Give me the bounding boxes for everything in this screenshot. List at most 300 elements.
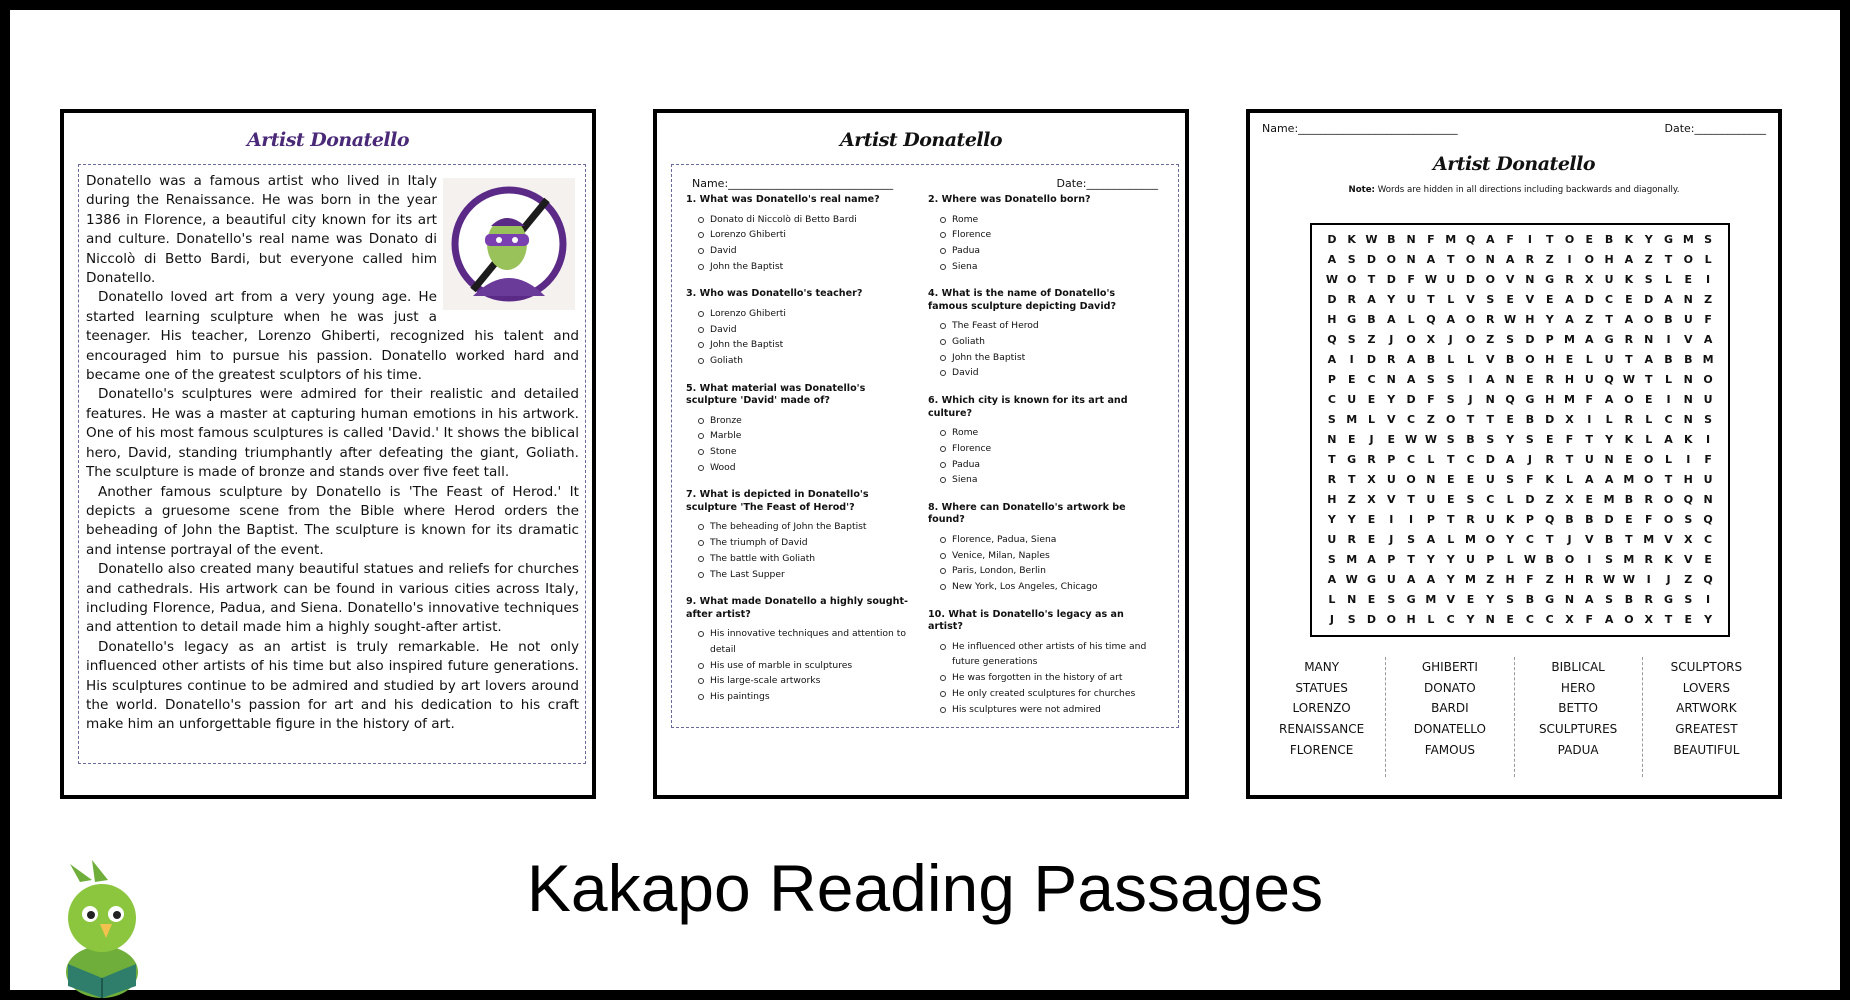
grid-letter: E xyxy=(1625,293,1633,306)
answer-option[interactable]: Rome xyxy=(940,212,1158,228)
grid-letter: E xyxy=(1367,513,1376,526)
grid-letter: G xyxy=(1663,233,1673,246)
grid-letter: A xyxy=(1426,533,1436,546)
passage-paragraph: Donatello's legacy as an artist is truly remarkable. He not only influenced other artists of his time but also inspired future generations. His sculptures continue to be admired and studied by art lovers around the world. Donatello's passion for art and his dedication to his craft make him an unforgettable figure in the history of art. xyxy=(86,638,579,733)
grid-letter: N xyxy=(1644,333,1654,346)
grid-letter: A xyxy=(1703,333,1713,346)
grid-letter: R xyxy=(1644,593,1653,606)
answer-option[interactable]: His sculptures were not admired xyxy=(940,702,1158,718)
answer-option[interactable]: New York, Los Angeles, Chicago xyxy=(940,579,1158,595)
grid-letter: F xyxy=(1585,393,1594,406)
grid-letter: A xyxy=(1327,353,1337,366)
grid-letter: K xyxy=(1664,553,1673,566)
word-list-item: HERO xyxy=(1560,680,1596,695)
grid-letter: B xyxy=(1664,353,1673,366)
grid-letter: A xyxy=(1585,473,1594,486)
grid-letter: C xyxy=(1605,293,1614,306)
reading-passage-page xyxy=(60,109,596,799)
grid-letter: S xyxy=(1426,373,1435,386)
grid-letter: V xyxy=(1664,533,1673,546)
grid-letter: A xyxy=(1406,573,1416,586)
grid-letter: I xyxy=(1686,453,1691,466)
grid-letter: Y xyxy=(1605,433,1614,446)
grid-letter: A xyxy=(1367,293,1376,306)
grid-letter: I xyxy=(1706,273,1711,286)
grid-letter: K xyxy=(1347,233,1356,246)
grid-letter: E xyxy=(1446,473,1455,486)
grid-letter: L xyxy=(1407,313,1415,326)
grid-letter: S xyxy=(1347,253,1356,266)
answer-option[interactable]: John the Baptist xyxy=(698,259,916,275)
grid-letter: U xyxy=(1604,273,1614,286)
question-text: 7. What is depicted in Donatello's sculpture 'The Feast of Herod'? xyxy=(686,489,869,513)
grid-letter: T xyxy=(1625,353,1633,366)
grid-letter: F xyxy=(1565,433,1574,446)
grid-letter: E xyxy=(1545,433,1554,446)
grid-letter: O xyxy=(1644,473,1654,486)
word-list-item: SCULPTURES xyxy=(1538,722,1618,737)
grid-letter: T xyxy=(1446,453,1455,466)
grid-letter: O xyxy=(1644,453,1654,466)
grid-letter: K xyxy=(1684,433,1693,446)
grid-letter: S xyxy=(1506,593,1515,606)
grid-letter: M xyxy=(1623,553,1635,566)
grid-letter: Y xyxy=(1347,513,1356,526)
grid-letter: J xyxy=(1468,393,1473,406)
answer-options xyxy=(928,639,1158,718)
grid-letter: Z xyxy=(1347,493,1356,506)
name-label: Name:______________________________ xyxy=(692,177,894,190)
grid-letter: L xyxy=(1328,593,1336,606)
grid-letter: H xyxy=(1327,313,1337,326)
grid-letter: D xyxy=(1644,293,1654,306)
answer-option[interactable]: The Feast of Herod xyxy=(940,318,1158,334)
grid-letter: E xyxy=(1625,513,1633,526)
grid-letter: R xyxy=(1387,353,1396,366)
grid-letter: E xyxy=(1367,533,1376,546)
grid-letter: Y xyxy=(1466,613,1475,626)
answer-option[interactable]: John the Baptist xyxy=(940,350,1158,366)
grid-letter: M xyxy=(1643,533,1655,546)
answer-option[interactable]: Rome xyxy=(940,425,1158,441)
grid-letter: F xyxy=(1526,573,1534,586)
grid-letter: G xyxy=(1604,333,1614,346)
grid-letter: I xyxy=(1389,513,1394,526)
answer-option[interactable]: The triumph of David xyxy=(698,535,916,551)
word-list-item: RENAISSANCE xyxy=(1279,722,1365,737)
grid-letter: R xyxy=(1466,513,1475,526)
answer-option[interactable]: Siena xyxy=(940,472,1158,488)
question-text: 9. What made Donatello a highly sought-after artist? xyxy=(686,596,909,620)
grid-letter: U xyxy=(1347,393,1357,406)
grid-letter: K xyxy=(1624,273,1634,286)
grid-letter: D xyxy=(1366,353,1377,366)
grid-letter: Z xyxy=(1545,573,1554,586)
grid-letter: H xyxy=(1564,373,1575,386)
grid-letter: S xyxy=(1446,393,1455,406)
grid-letter: Z xyxy=(1486,333,1495,346)
answer-option[interactable]: His innovative techniques and attention to detail xyxy=(698,626,916,657)
answer-option[interactable]: Lorenzo Ghiberti xyxy=(698,227,916,243)
answer-option[interactable]: Padua xyxy=(940,243,1158,259)
grid-letter: S xyxy=(1605,593,1614,606)
grid-letter: A xyxy=(1327,573,1337,586)
grid-letter: T xyxy=(1446,513,1455,526)
answer-option[interactable]: Padua xyxy=(940,457,1158,473)
answer-option[interactable]: Marble xyxy=(698,428,916,444)
answer-option[interactable]: Bronze xyxy=(698,413,916,429)
grid-letter: M xyxy=(1702,353,1714,366)
grid-letter: I xyxy=(1587,553,1592,566)
answer-option[interactable]: Florence xyxy=(940,441,1158,457)
answer-option[interactable]: Siena xyxy=(940,259,1158,275)
word-list-item: GHIBERTI xyxy=(1421,660,1478,674)
grid-letter: Z xyxy=(1545,253,1554,266)
grid-letter: V xyxy=(1505,273,1515,286)
grid-letter: G xyxy=(1406,593,1416,606)
grid-letter: A xyxy=(1664,293,1673,306)
grid-letter: C xyxy=(1446,613,1455,626)
passage-paragraph: Another famous sculpture by Donatello is 'The Feast of Herod.' It depicts a gruesome scene from the Bible where Herod orders the beheading of John the Baptist. The sculpture is known for its dramatic and intense portrayal of the event. xyxy=(86,483,579,558)
word-list-item: FLORENCE xyxy=(1289,742,1354,757)
grid-letter: T xyxy=(1427,293,1435,306)
grid-letter: L xyxy=(1427,453,1435,466)
answer-option[interactable]: David xyxy=(698,243,916,259)
grid-letter: B xyxy=(1624,593,1634,606)
note-label: Note: xyxy=(1348,185,1375,195)
grid-letter: I xyxy=(1567,253,1572,266)
grid-letter: B xyxy=(1426,353,1436,366)
grid-letter: N xyxy=(1426,473,1436,486)
grid-letter: U xyxy=(1386,573,1396,586)
question-text: 2. Where was Donatello born? xyxy=(928,194,1091,205)
grid-letter: I xyxy=(1706,593,1711,606)
grid-letter: D xyxy=(1327,293,1337,306)
grid-letter: A xyxy=(1406,373,1416,386)
word-list-item: GREATEST xyxy=(1675,722,1738,737)
grid-letter: L xyxy=(1645,433,1653,446)
answer-option[interactable]: Donato di Niccolò di Betto Bardi xyxy=(698,212,916,228)
word-list-item: BETTO xyxy=(1558,701,1598,716)
grid-letter: L xyxy=(1664,453,1672,466)
grid-letter: Y xyxy=(1387,393,1396,406)
grid-letter: C xyxy=(1525,533,1534,546)
grid-letter: F xyxy=(1526,473,1534,486)
grid-letter: N xyxy=(1347,593,1357,606)
grid-letter: X xyxy=(1644,613,1653,626)
grid-letter: B xyxy=(1624,493,1634,506)
grid-letter: L xyxy=(1506,553,1514,566)
question-text: 10. What is Donatello's legacy as an artist? xyxy=(928,608,1124,633)
answer-option[interactable]: He was forgotten in the history of art xyxy=(940,670,1158,686)
grid-letter: U xyxy=(1604,353,1614,366)
grid-letter: U xyxy=(1703,393,1713,406)
answer-option[interactable]: Venice, Milan, Naples xyxy=(940,548,1158,564)
grid-letter: B xyxy=(1604,533,1614,546)
grid-letter: C xyxy=(1367,373,1376,386)
grid-letter: P xyxy=(1525,513,1534,526)
grid-letter: W xyxy=(1504,313,1517,326)
grid-letter: U xyxy=(1485,513,1495,526)
grid-letter: M xyxy=(1445,233,1457,246)
question-text: 5. What material was Donatello's sculpture 'David' made of? xyxy=(686,382,866,407)
grid-letter: C xyxy=(1664,413,1673,426)
grid-letter: F xyxy=(1506,233,1514,246)
word-list-item: SCULPTORS xyxy=(1670,660,1743,674)
grid-letter: Y xyxy=(1644,233,1653,246)
grid-letter: Z xyxy=(1486,573,1495,586)
grid-letter: B xyxy=(1466,433,1475,446)
grid-letter: T xyxy=(1407,553,1415,566)
grid-letter: S xyxy=(1347,333,1356,346)
grid-letter: S xyxy=(1644,273,1653,286)
grid-letter: C xyxy=(1327,393,1336,406)
grid-letter: S xyxy=(1506,473,1515,486)
grid-letter: O xyxy=(1485,273,1495,286)
grid-letter: H xyxy=(1505,573,1515,586)
grid-letter: M xyxy=(1564,333,1575,346)
grid-letter: W xyxy=(1622,573,1635,586)
grid-letter: B xyxy=(1604,233,1614,246)
grid-letter: Y xyxy=(1446,553,1455,566)
grid-letter: A xyxy=(1585,333,1594,346)
answer-option[interactable]: His use of marble in sculptures xyxy=(698,658,916,674)
grid-letter: O xyxy=(1564,233,1575,246)
answer-option[interactable]: David xyxy=(698,322,916,338)
grid-letter: E xyxy=(1625,453,1633,466)
grid-letter: E xyxy=(1506,293,1514,306)
grid-letter: I xyxy=(1666,393,1671,406)
grid-letter: A xyxy=(1624,253,1634,266)
grid-letter: O xyxy=(1703,373,1713,386)
grid-letter: T xyxy=(1565,453,1574,466)
answer-option[interactable]: Goliath xyxy=(698,353,916,369)
grid-letter: F xyxy=(1704,453,1712,466)
grid-letter: N xyxy=(1505,373,1515,386)
grid-letter: A xyxy=(1426,253,1436,266)
word-list-item: LOVERS xyxy=(1682,680,1730,695)
grid-letter: P xyxy=(1545,333,1554,346)
word-list xyxy=(1258,657,1770,777)
grid-letter: Q xyxy=(1426,313,1436,326)
grid-letter: B xyxy=(1367,313,1376,326)
grid-letter: W xyxy=(1424,273,1437,286)
grid-letter: S xyxy=(1327,413,1336,426)
grid-letter: F xyxy=(1407,273,1415,286)
grid-letter: A xyxy=(1604,613,1614,626)
grid-letter: Y xyxy=(1486,593,1495,606)
grid-letter: I xyxy=(1468,373,1473,386)
grid-letter: N xyxy=(1406,233,1416,246)
grid-letter: H xyxy=(1545,353,1555,366)
grid-letter: V xyxy=(1387,413,1396,426)
name-date-row xyxy=(692,177,1158,190)
grid-letter: U xyxy=(1584,373,1594,386)
grid-letter: Y xyxy=(1426,553,1435,566)
answer-option[interactable]: Florence xyxy=(940,227,1158,243)
grid-letter: D xyxy=(1327,233,1337,246)
grid-letter: O xyxy=(1624,613,1634,626)
grid-letter: T xyxy=(1347,473,1356,486)
grid-letter: O xyxy=(1683,253,1693,266)
answer-option[interactable]: Paris, London, Berlin xyxy=(940,563,1158,579)
passage-paragraph: Donatello's sculptures were admired for their realistic and detailed features. He was a master at capturing human emotions in his artwork. One of his most famous sculptures is called 'David.' It shows the biblical hero, David, standing triumphantly after defeating the giant, Goliath. The sculpture is made of bronze and stands over five feet tall. xyxy=(86,386,579,481)
word-search-grid xyxy=(1310,223,1730,637)
grid-letter: T xyxy=(1644,373,1653,386)
grid-letter: V xyxy=(1387,493,1396,506)
grid-letter: I xyxy=(1646,573,1651,586)
passage-paragraph: Donatello was a famous artist who lived in Italy during the Renaissance. He was born in the year 1386 in Florence, a beautiful city known for its art and culture. Donatello's real name was Donato di Niccolò di Betto Bardi, but everyone called him Donatello. xyxy=(86,173,437,287)
grid-letter: A xyxy=(1604,393,1614,406)
grid-letter: E xyxy=(1644,393,1653,406)
grid-letter: D xyxy=(1386,273,1396,286)
grid-letter: R xyxy=(1624,333,1634,346)
answer-option[interactable]: John the Baptist xyxy=(698,337,916,353)
grid-letter: V xyxy=(1525,293,1535,306)
grid-letter: A xyxy=(1585,593,1594,606)
grid-letter: H xyxy=(1406,613,1416,626)
name-date-row xyxy=(1262,122,1766,135)
grid-letter: S xyxy=(1704,413,1713,426)
grid-letter: X xyxy=(1367,493,1376,506)
grid-letter: B xyxy=(1684,353,1693,366)
grid-letter: I xyxy=(1527,233,1532,246)
word-list-item: DONATELLO xyxy=(1413,722,1486,737)
grid-letter: T xyxy=(1664,253,1673,266)
grid-letter: B xyxy=(1387,233,1396,246)
grid-letter: R xyxy=(1347,293,1356,306)
answer-option[interactable]: Wood xyxy=(698,460,916,476)
grid-letter: A xyxy=(1327,253,1337,266)
grid-letter: P xyxy=(1387,553,1396,566)
grid-letter: E xyxy=(1545,293,1554,306)
grid-letter: E xyxy=(1446,493,1455,506)
grid-letter: R xyxy=(1525,253,1535,266)
grid-letter: A xyxy=(1565,313,1574,326)
grid-letter: M xyxy=(1346,553,1358,566)
grid-letter: T xyxy=(1664,613,1673,626)
word-list-item: DONATO xyxy=(1424,680,1476,695)
grid-letter: G xyxy=(1545,593,1555,606)
grid-letter: D xyxy=(1485,453,1495,466)
grid-letter: D xyxy=(1584,293,1594,306)
grid-letter: Q xyxy=(1465,233,1476,246)
grid-letter: K xyxy=(1505,513,1515,526)
grid-letter: O xyxy=(1624,393,1634,406)
answer-option[interactable]: Florence, Padua, Siena xyxy=(940,532,1158,548)
answer-option[interactable]: Goliath xyxy=(940,334,1158,350)
grid-letter: S xyxy=(1486,433,1495,446)
grid-letter: X xyxy=(1684,533,1693,546)
grid-letter: U xyxy=(1446,273,1456,286)
answer-options xyxy=(686,413,916,476)
grid-letter: X xyxy=(1565,413,1574,426)
grid-letter: X xyxy=(1565,613,1574,626)
grid-letter: S xyxy=(1605,553,1614,566)
grid-letter: G xyxy=(1545,273,1555,286)
answer-options xyxy=(686,212,916,275)
grid-letter: D xyxy=(1525,493,1535,506)
grid-letter: O xyxy=(1525,353,1535,366)
grid-letter: T xyxy=(1486,413,1495,426)
questions-left-column xyxy=(686,194,916,719)
grid-letter: R xyxy=(1486,313,1495,326)
grid-letter: U xyxy=(1584,453,1594,466)
grid-letter: D xyxy=(1545,413,1555,426)
grid-letter: W xyxy=(1345,573,1358,586)
grid-letter: Y xyxy=(1446,573,1455,586)
grid-letter: W xyxy=(1603,573,1616,586)
answer-option[interactable]: Lorenzo Ghiberti xyxy=(698,306,916,322)
grid-letter: P xyxy=(1387,453,1396,466)
grid-letter: Z xyxy=(1426,413,1435,426)
date-label: Date:_____________ xyxy=(1664,122,1766,135)
quiz-page xyxy=(653,109,1189,799)
word-list-item: LORENZO xyxy=(1292,701,1351,716)
grid-letter: O xyxy=(1663,513,1674,526)
grid-letter: Q xyxy=(1703,513,1713,526)
grid-letter: L xyxy=(1447,293,1455,306)
grid-letter: O xyxy=(1386,613,1396,626)
answer-option[interactable]: His large-scale artworks xyxy=(698,673,916,689)
grid-letter: M xyxy=(1682,233,1694,246)
grid-letter: Y xyxy=(1506,533,1515,546)
grid-letter: W xyxy=(1622,373,1635,386)
grid-letter: O xyxy=(1584,253,1594,266)
grid-letter: Y xyxy=(1704,613,1713,626)
grid-letter: B xyxy=(1545,553,1554,566)
grid-letter: Z xyxy=(1545,493,1554,506)
grid-letter: Y xyxy=(1545,313,1554,326)
grid-letter: Z xyxy=(1367,333,1376,346)
answer-option[interactable]: Stone xyxy=(698,444,916,460)
grid-letter: Q xyxy=(1505,393,1515,406)
grid-letter: D xyxy=(1465,273,1476,286)
answer-option[interactable]: David xyxy=(940,365,1158,381)
grid-letter: R xyxy=(1347,533,1356,546)
word-list-item: MANY xyxy=(1304,660,1340,674)
answer-options xyxy=(686,519,916,582)
grid-letter: J xyxy=(1389,333,1394,346)
grid-letter: R xyxy=(1327,473,1337,486)
grid-letter: S xyxy=(1446,373,1455,386)
answer-option[interactable]: The battle with Goliath xyxy=(698,551,916,567)
answer-option[interactable]: The Last Supper xyxy=(698,567,916,583)
grid-letter: N xyxy=(1703,493,1713,506)
answer-option[interactable]: The beheading of John the Baptist xyxy=(698,519,916,535)
grid-letter: E xyxy=(1466,473,1475,486)
grid-letter: Q xyxy=(1545,513,1555,526)
grid-letter: D xyxy=(1366,613,1377,626)
grid-letter: Q xyxy=(1683,493,1693,506)
grid-letter: L xyxy=(1427,613,1435,626)
grid-letter: O xyxy=(1465,333,1476,346)
grid-letter: V xyxy=(1466,293,1475,306)
word-search-page xyxy=(1246,109,1782,799)
grid-letter: O xyxy=(1406,333,1416,346)
answer-option[interactable]: He influenced other artists of his time and future generations xyxy=(940,639,1158,670)
answer-option[interactable]: He only created sculptures for churches xyxy=(940,686,1158,702)
grid-letter: B xyxy=(1505,353,1515,366)
answer-option[interactable]: His paintings xyxy=(698,689,916,705)
grid-letter: E xyxy=(1506,613,1514,626)
grid-letter: J xyxy=(1567,533,1572,546)
grid-letter: J xyxy=(1389,533,1394,546)
grid-letter: C xyxy=(1486,493,1495,506)
grid-letter: S xyxy=(1446,433,1455,446)
grid-letter: L xyxy=(1506,493,1514,506)
donatello-avatar-image xyxy=(443,178,575,310)
